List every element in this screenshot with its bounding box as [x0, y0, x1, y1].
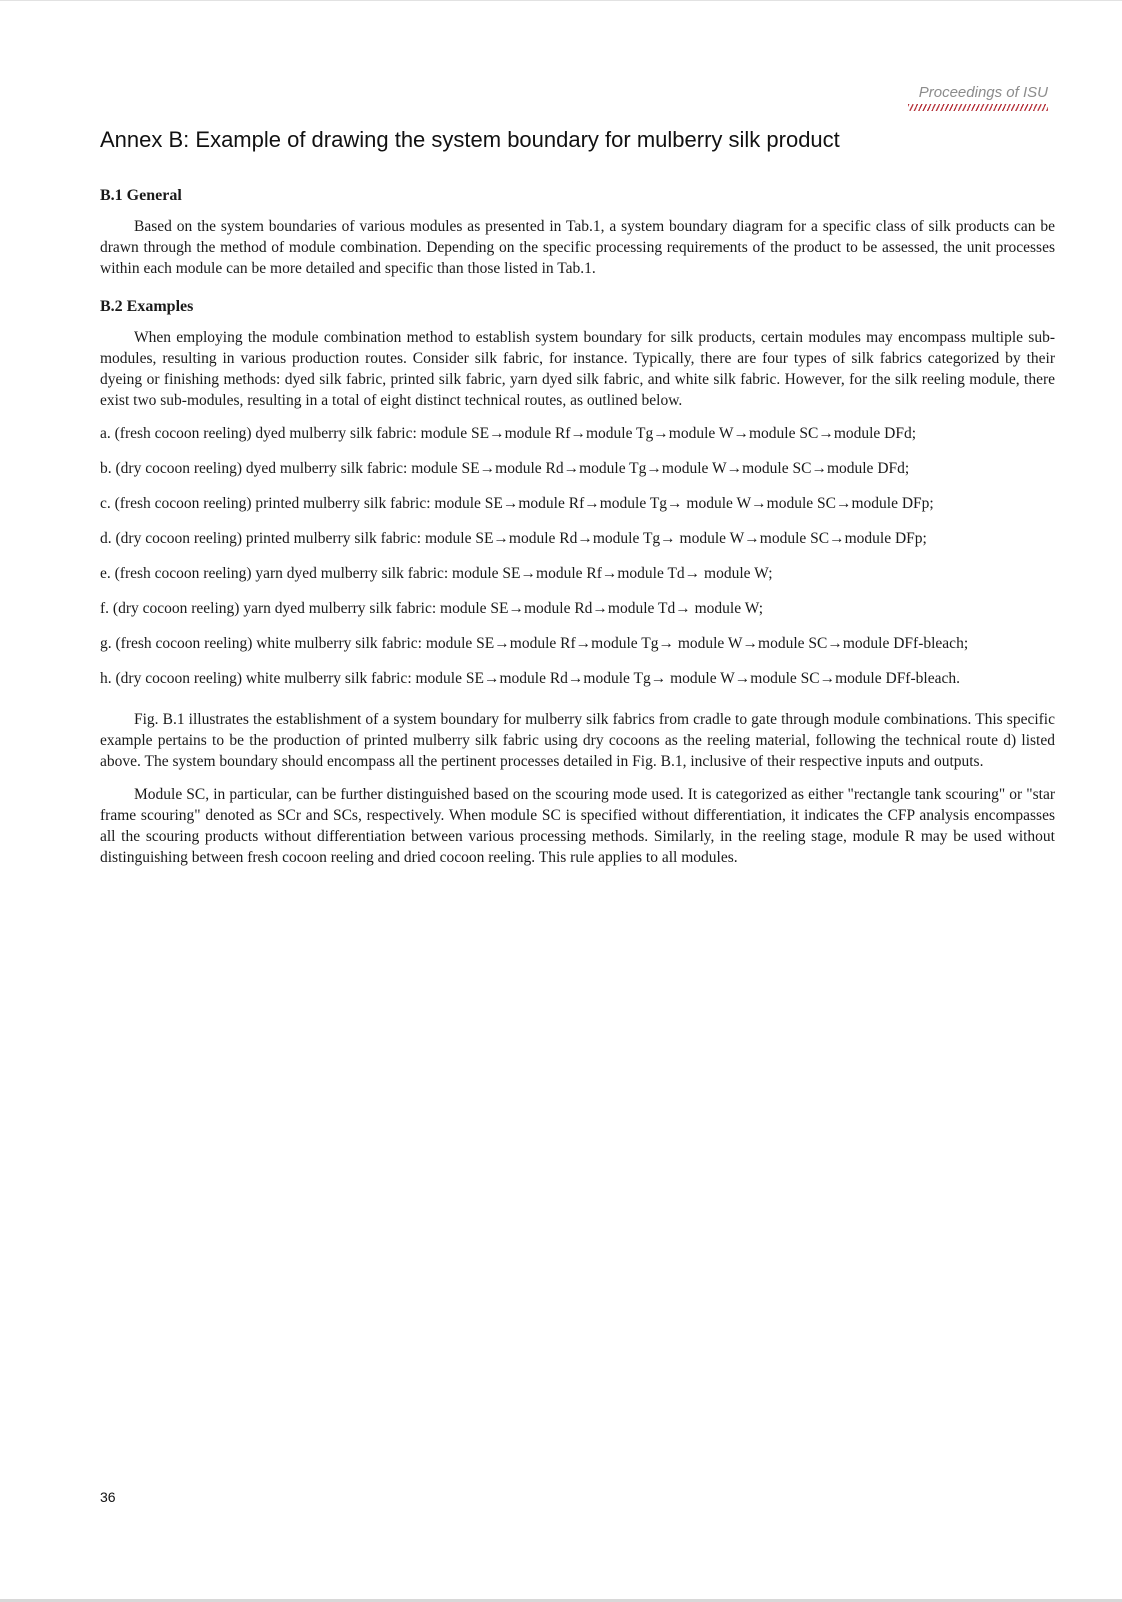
module-sc-paragraph: Module SC, in particular, can be further distinguished based on the scouring mode used. It is categorized as either "rectangle tank scouring" or "star frame scouring" denoted as SCr and SCs, respectively. When module SC is specified without differentiation, it indicates the CFP analysis encompasses all the scouring products without differentiation between various processing methods. Similarly, in the reeling stage, module R may be used without distinguishing between fresh cocoon reeling and dried cocoon reeling. This rule applies to all modules. — [100, 786, 1055, 866]
running-header — [880, 84, 1048, 111]
journal-name: Proceedings of ISU — [918, 84, 1048, 101]
technical-routes-list — [100, 423, 1055, 689]
route-item-e: e. (fresh cocoon reeling) yarn dyed mulberry silk fabric: module SE→module Rf→module Td→ module W; — [100, 565, 773, 582]
figure-b1-paragraph: Fig. B.1 illustrates the establishment of a system boundary for mulberry silk fabrics from cradle to gate through module combinations. This specific example pertains to be the production of printed mulberry silk fabric using dry cocoons as the reeling material, following the technical route d) listed above. The system boundary should encompass all the pertinent processes detailed in Fig. B.1, inclusive of their respective inputs and outputs. — [100, 711, 1055, 770]
route-item-c: c. (fresh cocoon reeling) printed mulberry silk fabric: module SE→module Rf→module Tg→ module W→module SC→module DFp; — [100, 495, 934, 512]
document-body — [100, 186, 1055, 880]
route-item-d: d. (dry cocoon reeling) printed mulberry silk fabric: module SE→module Rd→module Tg→ module W→module SC→module DFp; — [100, 530, 927, 547]
route-item-f: f. (dry cocoon reeling) yarn dyed mulberry silk fabric: module SE→module Rd→module Td→ module W; — [100, 600, 764, 617]
route-item-h: h. (dry cocoon reeling) white mulberry silk fabric: module SE→module Rd→module Tg→ module W→module SC→module DFf-bleach. — [100, 670, 960, 687]
page-number: 36 — [100, 1489, 116, 1505]
route-item-g: g. (fresh cocoon reeling) white mulberry silk fabric: module SE→module Rf→module Tg→ module W→module SC→module DFf-bleach; — [100, 635, 969, 652]
section-heading-examples: B.2 Examples — [100, 298, 194, 315]
route-item-a: a. (fresh cocoon reeling) dyed mulberry silk fabric: module SE→module Rf→module Tg→module W→module SC→module DFd; — [100, 425, 917, 442]
general-paragraph: Based on the system boundaries of various modules as presented in Tab.1, a system boundary diagram for a specific class of silk products can be drawn through the method of module combination. Depending on the specific processing requirements of the product to be assessed, the unit processes within each module can be more detailed and specific than those listed in Tab.1. — [100, 218, 1055, 277]
route-item-b: b. (dry cocoon reeling) dyed mulberry silk fabric: module SE→module Rd→module Tg→module W→module SC→module DFd; — [100, 460, 910, 477]
page-top-edge — [0, 0, 1122, 1]
section-heading-general: B.1 General — [100, 187, 182, 204]
annex-title: Annex B: Example of drawing the system boundary for mulberry silk product — [100, 127, 840, 152]
header-hatch-rule — [908, 104, 1048, 111]
examples-paragraph: When employing the module combination method to establish system boundary for silk products, certain modules may encompass multiple sub-modules, resulting in various production routes. Consider silk fabric, for instance. Typically, there are four types of silk fabrics categorized by their dyeing or finishing methods: dyed silk fabric, printed silk fabric, yarn dyed silk fabric, and white silk fabric. However, for the silk reeling module, there exist two sub-modules, resulting in a total of eight distinct technical routes, as outlined below. — [100, 329, 1055, 409]
